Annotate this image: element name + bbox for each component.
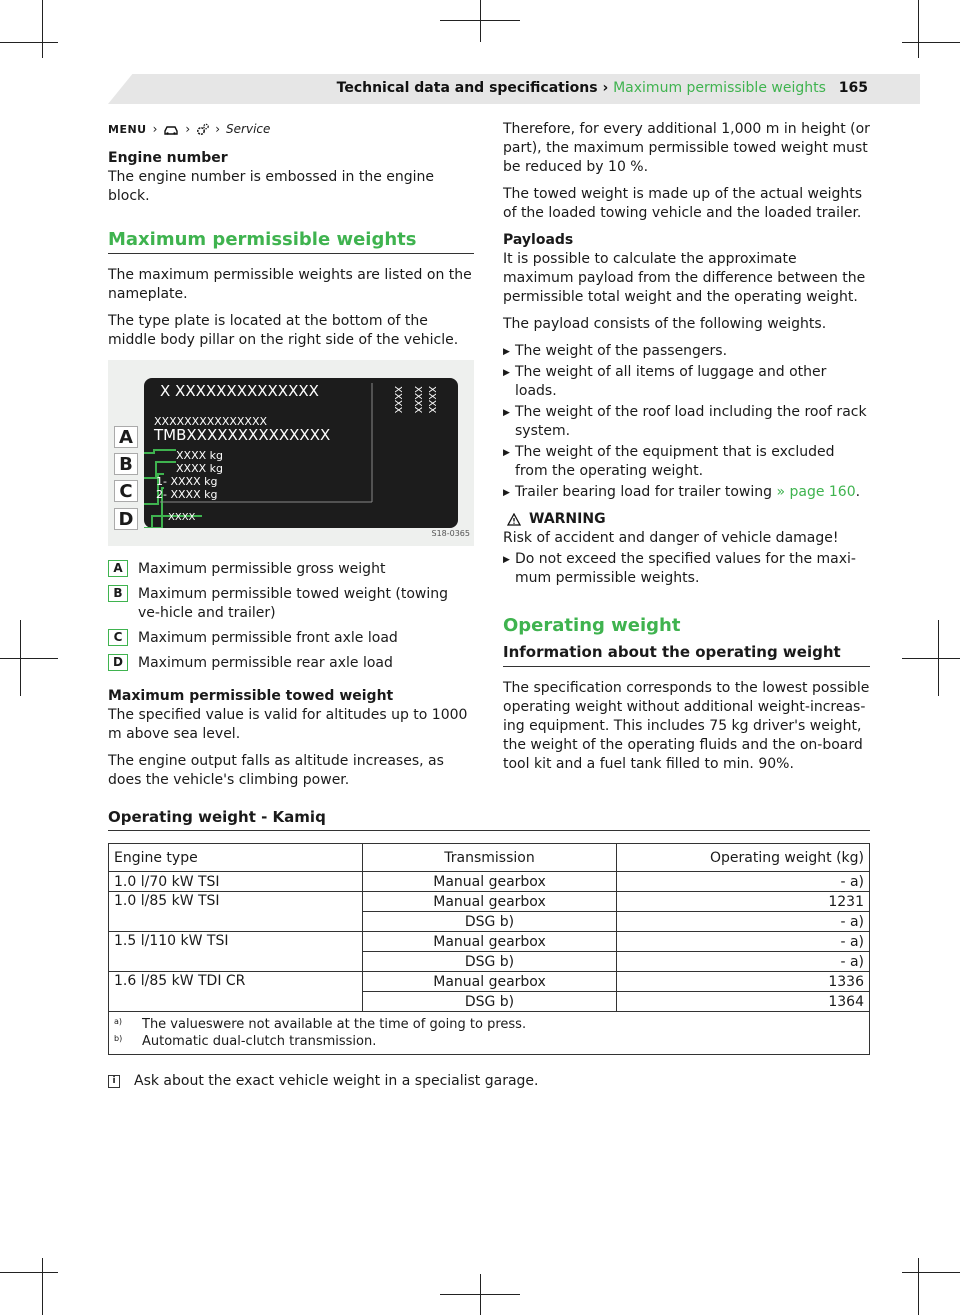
plate-row-a: XXXX kg [176,449,223,462]
cell-transmission: Manual gearbox [363,972,617,992]
type-plate [144,378,458,528]
chevron-right-icon: › [215,122,221,136]
list-item: ▶ The weight of all items of luggage and other loads. [503,363,870,401]
payloads-paragraph-1: It is possible to calculate the approximate maximum payload from the difference between the permissible total weight and the operating weight. [503,251,866,305]
table-row [109,932,870,952]
towed-title: Maximum permissible towed weight [108,688,394,704]
payloads-section [503,231,870,307]
mpw-paragraph-1: The maximum permissible weights are listed on the nameplate. [108,267,472,302]
legend-text: Maximum permissible rear axle load [138,655,393,671]
service-label: Service [226,122,271,136]
legend-key: B [108,585,128,602]
operating-text: The specification corresponds to the lowest possible operating weight without additional weight-increas-ing equipment. This includes 75 kg driver's weight, the weight of the operating fluids and the on-board tool kit and a fuel tank filled to min. 90%. [503,680,870,772]
plate-label-c: C [114,480,138,502]
figure-code: S18-0365 [431,529,470,538]
cell-transmission: DSG b) [363,912,617,932]
list-item [503,483,870,502]
type-plate-figure [108,360,474,546]
engine-number-text: The engine number is embossed in the engine block. [108,169,435,204]
right-column [503,120,870,782]
legend-text: Maximum permissible front axle load [138,630,398,646]
towed-paragraph-3: Therefore, for every additional 1,000 m in height (or part), the maximum permissible towed weight must be reduced by 10 %. [503,121,870,175]
engine-number-title: Engine number [108,150,228,166]
gears-icon [196,123,209,136]
cell-transmission: Manual gearbox [363,872,617,892]
operating-table-section [108,808,870,1089]
cell-transmission: DSG b) [363,992,617,1012]
legend-key: A [108,560,128,577]
legend-text: Maximum permissible gross weight [138,561,386,577]
cell-weight: - a) [617,952,870,972]
operating-subheading: Information about the operating weight [503,643,870,667]
legend-item [108,629,474,648]
table-title: Operating weight - Kamiq [108,808,870,831]
footnote-mark: b) [114,1034,123,1043]
legend-key: C [108,629,128,646]
payload-list [503,342,870,502]
info-note-text: Ask about the exact vehicle weight in a specialist garage. [134,1073,539,1089]
towed-paragraph-2: The engine output falls as altitude increases, as does the vehicle's climbing power. [108,753,444,788]
warning-heading [507,510,870,529]
plate-vertical-2: XXXX [412,386,423,414]
plate-vertical-3: XXXX [426,386,437,414]
legend-item [108,585,474,623]
payloads-paragraph-2: The payload consists of the following weights. [503,316,827,332]
warning-text: Risk of accident and danger of vehicle damage! [503,530,839,546]
car-icon [163,125,179,135]
cell-engine: 1.0 l/85 kW TSI [109,892,363,932]
list-item: ▶ Do not exceed the specified values for the maxi-mum permissible weights. [503,550,870,588]
list-item: ▶ The weight of the equipment that is excluded from the operating weight. [503,443,870,481]
mpw-paragraph-2: The type plate is located at the bottom of the middle body pillar on the right side of the vehicle. [108,313,459,348]
page-160-link[interactable]: » page 160 [776,484,856,500]
warning-list [503,550,870,588]
legend-key: D [108,654,128,671]
table-footnotes [108,1012,870,1055]
operating-weight-table [108,843,870,1012]
header-section: Technical data and specifications [336,80,598,96]
table-row [109,892,870,912]
menu-path [108,120,474,139]
page-number: 165 [838,80,868,96]
footnote-text: The valueswere not available at the time of going to press. [142,1017,527,1032]
legend-item [108,654,474,673]
plate-label-a: A [114,426,138,448]
col-header-transmission: Transmission [363,844,617,872]
chevron-right-icon: › [152,122,158,136]
cell-weight: - a) [617,932,870,952]
warning-title: WARNING [529,511,606,527]
cell-transmission: Manual gearbox [363,932,617,952]
mpw-heading: Maximum permissible weights [108,230,474,254]
cell-engine: 1.6 l/85 kW TDI CR [109,972,363,1012]
cell-weight: - a) [617,872,870,892]
list-item: ▶ The weight of the roof load including the roof rack system. [503,403,870,441]
table-header-row [109,844,870,872]
cell-weight: 1336 [617,972,870,992]
list-item-dot: . [855,484,861,500]
cell-engine: 1.5 l/110 kW TSI [109,932,363,972]
plate-label-b: B [114,453,138,475]
legend-text: Maximum permissible towed weight (towing ve-hicle and trailer) [138,586,449,621]
footnote-mark: a) [114,1017,123,1026]
plate-vertical-1: XXXX [392,386,403,414]
left-column [108,120,474,798]
cell-transmission: DSG b) [363,952,617,972]
footnote [114,1034,864,1049]
cell-transmission: Manual gearbox [363,892,617,912]
legend-item [108,560,474,579]
towed-paragraph-4: The towed weight is made up of the actual weights of the loaded towing vehicle and the loaded trailer. [503,186,863,221]
footnote-text: Automatic dual-clutch transmission. [142,1034,377,1049]
cell-weight: 1231 [617,892,870,912]
info-icon: i [108,1075,120,1088]
plate-line-1: X XXXXXXXXXXXXXX [160,382,319,400]
towed-section [108,687,474,744]
payloads-title: Payloads [503,232,574,248]
plate-row-d: 2- XXXX kg [156,488,218,501]
list-item: ▶ The weight of the passengers. [503,342,870,361]
towed-paragraph-1: The specified value is valid for altitudes up to 1000 m above sea level. [108,707,468,742]
menu-label: MENU [108,123,147,136]
plate-row-b: XXXX kg [176,462,223,475]
plate-label-d: D [114,508,138,530]
plate-row-c: 1- XXXX kg [156,475,218,488]
col-header-weight: Operating weight (kg) [617,844,870,872]
running-header [337,80,868,96]
plate-line-3: TMBXXXXXXXXXXXXXX [154,426,331,444]
plate-line-2: XXXXXXXXXXXXXXX [154,415,268,428]
footnote [114,1017,864,1032]
header-current-link[interactable]: Maximum permissible weights [613,80,826,96]
operating-heading: Operating weight [503,615,681,636]
info-note [108,1073,870,1089]
list-item-text: Trailer bearing load for trailer towing [515,484,777,500]
plate-bottom: XXXX [168,512,196,523]
engine-number-section [108,149,474,206]
chevron-right-icon: › [185,122,191,136]
table-row [109,872,870,892]
cell-engine: 1.0 l/70 kW TSI [109,872,363,892]
cell-weight: 1364 [617,992,870,1012]
header-separator: › [602,80,609,96]
cell-weight: - a) [617,912,870,932]
table-row [109,972,870,992]
col-header-engine: Engine type [109,844,363,872]
warning-triangle-icon [507,513,521,526]
